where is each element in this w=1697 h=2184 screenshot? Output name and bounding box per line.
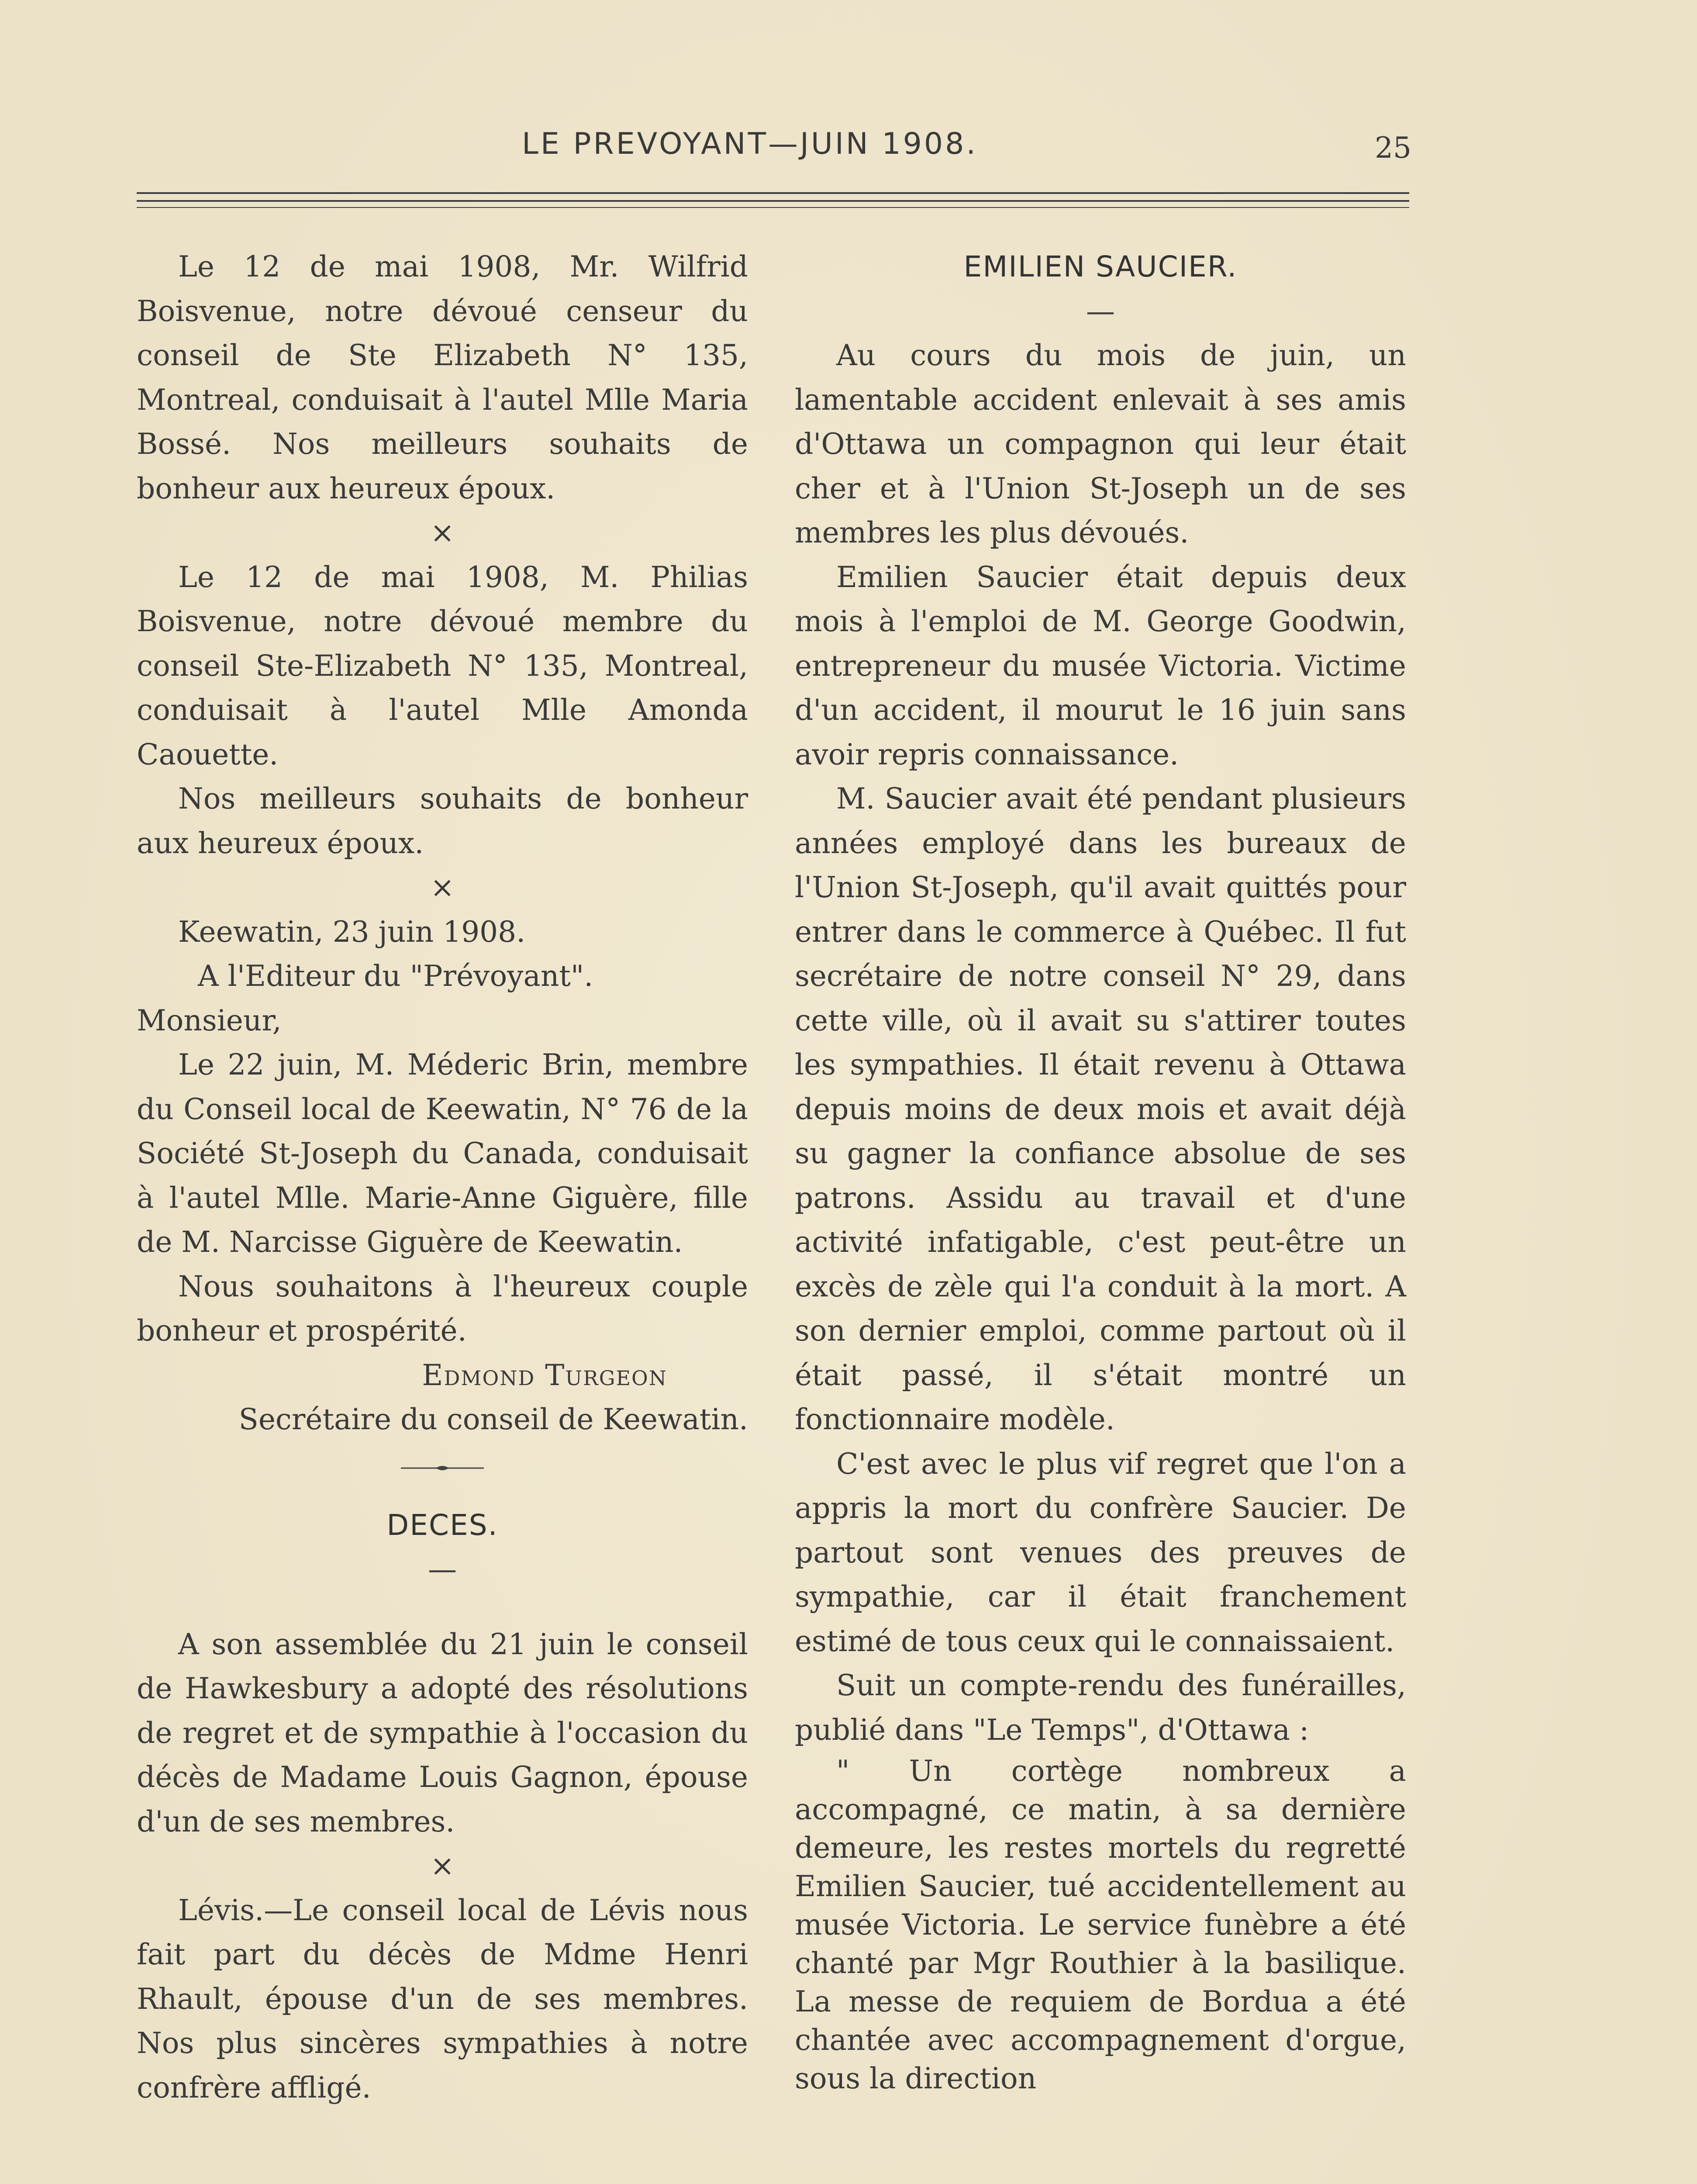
- heading-dash: —: [1086, 294, 1115, 328]
- header-rule-bottom: [137, 207, 1409, 208]
- paragraph-regret: C'est avec le plus vif regret que l'on a appris la mort du confrère Saucier. De partout sont venues des preuves de sympathie, car il était franchement estimé de tous ceux qui le connaissaient.: [795, 1447, 1406, 1658]
- separator-mark: ×: [430, 1849, 455, 1883]
- paragraph-funeral-intro: Suit un compte-rendu des funérailles, publié dans "Le Temps", d'Ottawa :: [795, 1669, 1406, 1747]
- running-header: LE PREVOYANT—JUIN 1908.: [522, 127, 978, 161]
- header-rule-top: [137, 192, 1409, 194]
- heading-dash: —: [428, 1552, 457, 1586]
- separator-mark: ×: [430, 516, 455, 549]
- paragraph-hawkesbury: A son assemblée du 21 juin le conseil de Hawkesbury a adopté des résolutions de regret et de sympathie à l'occasion du décès de Madame Louis Gagnon, épouse d'un de ses membres.: [137, 1627, 748, 1838]
- paragraph-wilfrid-boisvenue: Le 12 de mai 1908, Mr. Wilfrid Boisvenue, notre dévoué censeur du conseil de Ste Elizabeth N° 135, Montreal, conduisait à l'autel Mlle Maria Bossé. Nos meilleurs souhaits de bonheur aux heureux époux.: [137, 250, 748, 505]
- header-rule-middle: [137, 200, 1409, 202]
- section-divider-ornament: [401, 1459, 484, 1477]
- paragraph-career: M. Saucier avait été pendant plusieurs années employé dans les bureaux de l'Union St-Joseph, qu'il avait quittés pour entrer dans le commerce à Québec. Il fut secrétaire de notre conseil N° 29, dans cette ville, où il avait su s'attirer toutes les sympathies. Il était revenu à Ottawa depuis moins de deux mois et avait déjà su gagner la confiance absolue de ses patrons. Assidu au travail et d'une activité infatigable, c'est peut-être un excès de zèle qui l'a conduit à la mort. A son dernier emploi, comme partout où il était passé, il s'était montré un fonctionnaire modèle.: [795, 782, 1406, 1436]
- left-column: [137, 245, 748, 2110]
- paragraph-funeral-quote: " Un cortège nombreux a accompagné, ce matin, à sa dernière demeure, les restes mortels du regretté Emilien Saucier, tué accidentellement au musée Victoria. Le service funèbre a été chanté par Mgr Routhier à la basilique. La messe de requiem de Bordua a été chantée avec accompagnement d'orgue, sous la direction: [795, 1754, 1406, 2095]
- paragraph-wishes: Nos meilleurs souhaits de bonheur aux heureux époux.: [137, 782, 748, 860]
- letter-salutation: Monsieur,: [137, 1003, 282, 1037]
- letter-addressee: A l'Editeur du "Prévoyant".: [198, 959, 593, 993]
- paragraph-employment: Emilien Saucier était depuis deux mois à l'emploi de M. George Goodwin, entrepreneur du musée Victoria. Victime d'un accident, il mourut le 16 juin sans avoir repris connaissance.: [795, 560, 1406, 771]
- paragraph-levis: Lévis.—Le conseil local de Lévis nous fait part du décès de Mdme Henri Rhault, épouse d'un de ses membres. Nos plus sincères sympathies à notre confrère affligé.: [137, 1893, 748, 2105]
- signature-title: Secrétaire du conseil de Keewatin.: [238, 1403, 748, 1436]
- paragraph-accident: Au cours du mois de juin, un lamentable accident enlevait à ses amis d'Ottawa un compagnon qui leur était cher et à l'Union St-Joseph un de ses membres les plus dévoués.: [795, 339, 1406, 549]
- letter-dateline: Keewatin, 23 juin 1908.: [178, 915, 526, 949]
- paragraph-philias-boisvenue: Le 12 de mai 1908, M. Philias Boisvenue, notre dévoué membre du conseil Ste-Elizabeth N° 135, Montreal, conduisait à l'autel Mlle Amonda Caouette.: [137, 560, 748, 771]
- right-column: [795, 245, 1406, 2098]
- page-number: 25: [1375, 131, 1411, 165]
- emilien-saucier-heading: EMILIEN SAUCIER.: [963, 250, 1238, 283]
- paragraph-mederic-brin: Le 22 juin, M. Méderic Brin, membre du Conseil local de Keewatin, N° 76 de la Société St-Joseph du Canada, conduisait à l'autel Mlle. Marie-Anne Giguère, fille de M. Narcisse Giguère de Keewatin.: [137, 1048, 748, 1259]
- separator-mark: ×: [430, 871, 455, 904]
- deces-heading: DECES.: [386, 1508, 498, 1542]
- signature-name: Edmond Turgeon: [422, 1358, 667, 1392]
- paragraph-congratulations: Nous souhaitons à l'heureux couple bonheur et prospérité.: [137, 1269, 748, 1348]
